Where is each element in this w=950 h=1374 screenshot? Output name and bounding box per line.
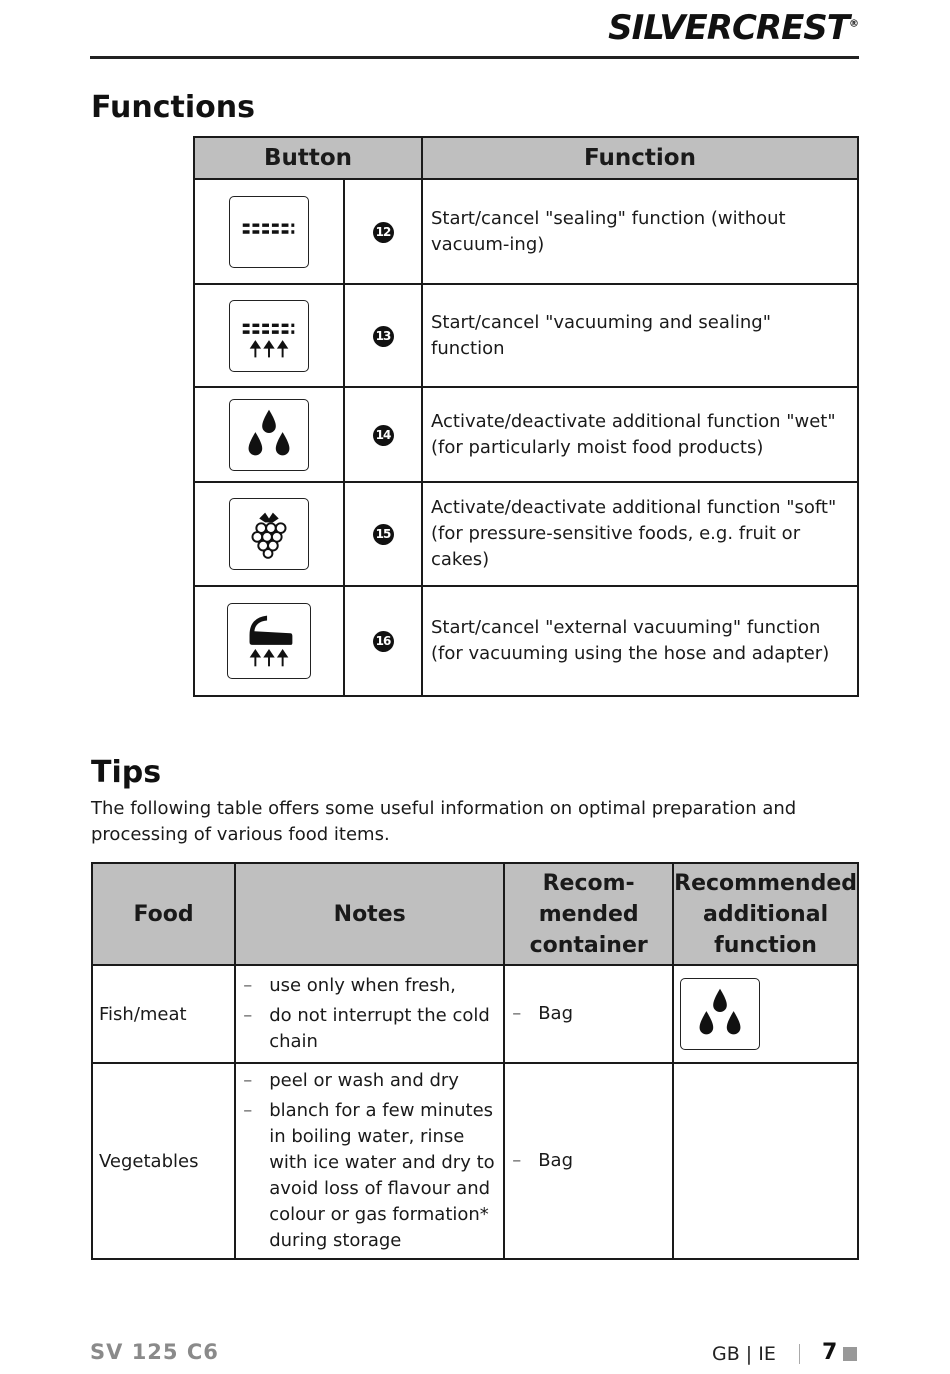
number-badge: 12: [373, 222, 394, 243]
food-cell: Vegetables: [92, 1063, 235, 1259]
table-row: [194, 387, 858, 482]
table-row: [92, 1063, 858, 1259]
table-row: [194, 586, 858, 696]
footer-divider: [799, 1344, 800, 1364]
header-rule: [90, 56, 859, 59]
note-item: – use only when fresh,: [236, 973, 503, 999]
function-description: Activate/deactivate additional function "wet" (for particularly moist food products): [422, 387, 858, 482]
col-button-header: Button: [194, 137, 422, 179]
soft-berry-icon: [229, 498, 309, 570]
language-codes: GB | IE: [712, 1343, 776, 1365]
function-description: Start/cancel "sealing" function (without vacuum-ing): [422, 179, 858, 284]
sealing-icon: [229, 196, 309, 268]
external-vacuum-icon: [227, 603, 311, 679]
note-item: – blanch for a few minutes in boiling water, rinse with ice water and dry to avoid loss of flavour and colour or gas formation* during storage: [236, 1098, 499, 1254]
col-food-header: Food: [92, 863, 235, 965]
number-badge: 15: [373, 524, 394, 545]
page-number: 7: [822, 1340, 838, 1365]
model-number: SV 125 C6: [90, 1340, 219, 1364]
wet-drops-icon: [229, 399, 309, 471]
tips-heading: Tips: [91, 755, 162, 790]
empty-function-cell: [673, 1063, 858, 1259]
number-badge: 14: [373, 425, 394, 446]
col-container-header: Recom-mended container: [504, 863, 673, 965]
table-row: [92, 965, 858, 1063]
col-function-header: Function: [422, 137, 858, 179]
function-description: Start/cancel "external vacuuming" function (for vacuuming using the hose and adapter): [422, 586, 858, 696]
col-notes-header: Notes: [235, 863, 504, 965]
function-description: Start/cancel "vacuuming and sealing" function: [422, 284, 858, 387]
functions-table: [193, 136, 859, 697]
note-item: – peel or wash and dry: [236, 1068, 499, 1094]
table-row: [194, 482, 858, 586]
vacuum-seal-icon: [229, 300, 309, 372]
food-cell: Fish/meat: [92, 965, 235, 1063]
col-function-header: Recommended additional function: [673, 863, 858, 965]
functions-heading: Functions: [91, 90, 255, 125]
note-item: – do not interrupt the cold chain: [236, 1003, 503, 1055]
wet-drops-icon: [680, 978, 760, 1050]
table-row: [194, 179, 858, 284]
container-item: – Bag: [505, 1001, 672, 1027]
brand-logo: SILVERCREST®: [608, 8, 858, 48]
number-badge: 16: [373, 631, 394, 652]
tips-table: [91, 862, 859, 1260]
table-row: [194, 284, 858, 387]
container-item: – Bag: [505, 1148, 672, 1174]
number-badge: 13: [373, 326, 394, 347]
page-marker-square: [843, 1347, 857, 1361]
function-description: Activate/deactivate additional function "soft" (for pressure-sensitive foods, e.g. fruit or cakes): [422, 482, 858, 586]
tips-intro: The following table offers some useful information on optimal preparation and processing of various food items.: [91, 798, 797, 845]
